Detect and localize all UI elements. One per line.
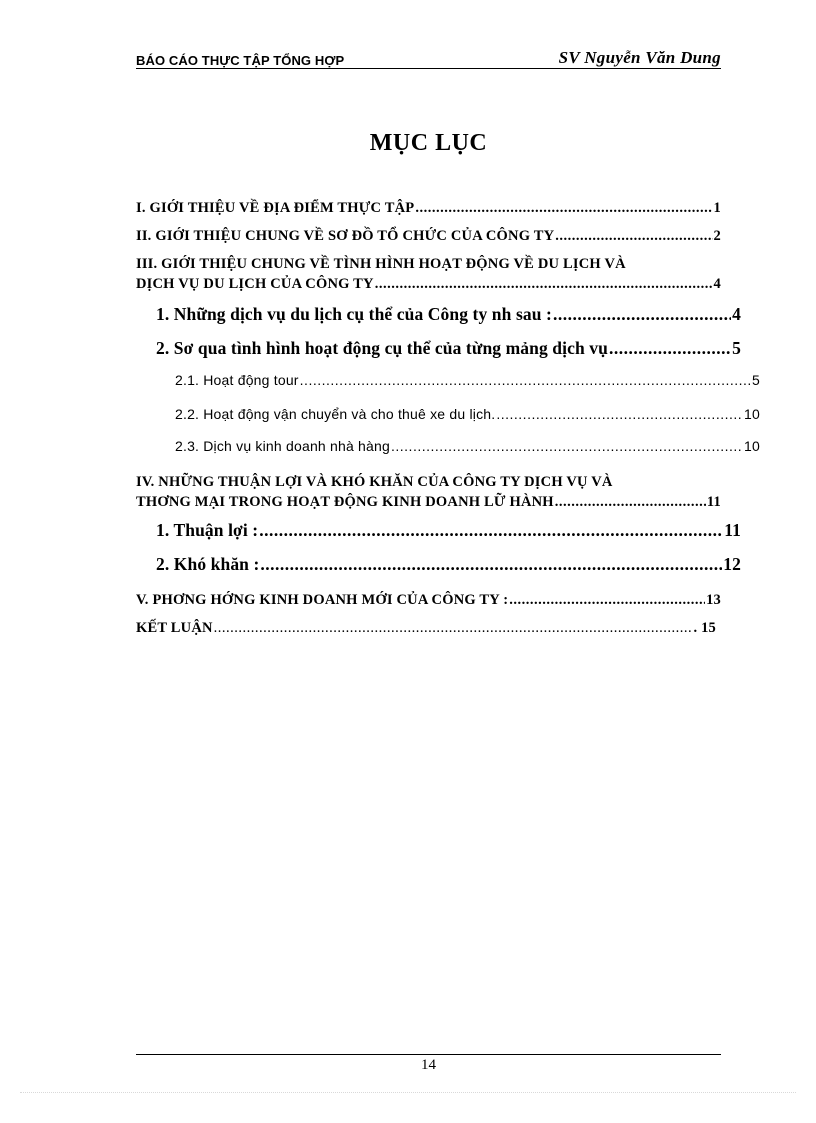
toc-entry-page: 10 — [744, 406, 760, 422]
toc-entry-page: 2 — [713, 228, 721, 244]
toc-entry-3-2-2[interactable] — [136, 406, 760, 422]
toc-entry-page: 12 — [723, 554, 741, 574]
toc-entry-text: DỊCH VỤ DU LỊCH CỦA CÔNG TY — [136, 276, 374, 292]
toc-entry-page: . 15 — [693, 620, 716, 636]
toc-entry-3-2-3[interactable] — [136, 438, 760, 454]
leader-dots — [300, 372, 751, 388]
toc-entry-text: V. PHƠNG HỚNG KINH DOANH MỚI CỦA CÔNG TY : — [136, 592, 509, 608]
toc-title: MỤC LỤC — [369, 130, 488, 156]
toc-entry-section-3[interactable] — [136, 254, 721, 294]
leader-dots — [214, 620, 693, 637]
leader-dots — [375, 274, 713, 294]
toc-entry-page: 11 — [724, 520, 741, 540]
toc-entry-page: 5 — [732, 338, 741, 358]
toc-entry-page: 5 — [752, 372, 760, 388]
toc-entry-text: 2.2. Hoạt động vận chuyển và cho thuê xe du lịch. — [175, 406, 496, 422]
toc-entry-page: 4 — [713, 276, 721, 292]
toc-entry-text: THƠNG MẠI TRONG HOẠT ĐỘNG KINH DOANH LỮ HÀNH — [136, 494, 554, 510]
leader-dots — [509, 592, 705, 609]
toc-entry-page: 1 — [713, 200, 721, 216]
leader-dots — [609, 338, 731, 359]
leader-dots — [259, 520, 723, 541]
toc-entry-section-2[interactable] — [136, 228, 721, 245]
toc-entry-text: 2.3. Dịch vụ kinh doanh nhà hàng — [175, 438, 390, 454]
leader-dots — [555, 492, 706, 512]
toc-entry-conclusion[interactable] — [136, 620, 716, 637]
leader-dots — [555, 228, 712, 245]
toc-entry-3-2-1[interactable] — [136, 372, 760, 388]
leader-dots — [496, 406, 743, 422]
leader-dots — [415, 200, 712, 217]
toc-entry-page: 11 — [706, 494, 721, 510]
page-number: 14 — [421, 1057, 436, 1073]
toc-entry-text-line1: III. GIỚI THIỆU CHUNG VỀ TÌNH HÌNH HOẠT ĐỘNG VỀ DU LỊCH VÀ — [136, 256, 626, 272]
toc-entry-text: 2. Sơ qua tình hình hoạt động cụ thể của từng mảng dịch vụ — [156, 338, 608, 358]
toc-entry-4-2[interactable] — [136, 554, 741, 575]
toc-entry-section-4[interactable] — [136, 472, 721, 512]
toc-entry-3-1[interactable] — [136, 304, 741, 325]
toc-entry-4-1[interactable] — [136, 520, 741, 541]
author-name: SV Nguyễn Văn Dung — [558, 48, 721, 67]
toc-entry-text: 2. Khó khăn : — [156, 554, 260, 574]
page-header — [136, 48, 721, 69]
toc-entry-text: KẾT LUẬN — [136, 620, 213, 636]
toc-entry-text: 2.1. Hoạt động tour — [175, 372, 299, 388]
toc-entry-page: 4 — [732, 304, 741, 324]
toc-entry-text: 1. Những dịch vụ du lịch cụ thể của Công ty nh sau : — [156, 304, 552, 324]
report-title: BÁO CÁO THỰC TẬP TỔNG HỢP — [136, 53, 345, 68]
leader-dots — [391, 438, 743, 454]
page-break-rule — [20, 1092, 796, 1093]
toc-entry-3-2[interactable] — [136, 338, 741, 359]
leader-dots — [260, 554, 722, 575]
toc-entry-text: II. GIỚI THIỆU CHUNG VỀ SƠ ĐỒ TỔ CHỨC CỦA CÔNG TY — [136, 228, 555, 244]
toc-entry-page: 10 — [744, 438, 760, 454]
toc-entry-page: 13 — [706, 592, 721, 608]
toc-entry-section-1[interactable] — [136, 200, 721, 217]
toc-entry-text: I. GIỚI THIỆU VỀ ĐỊA ĐIỂM THỰC TẬP — [136, 200, 415, 216]
footer-divider — [136, 1054, 721, 1055]
toc-entry-text: 1. Thuận lợi : — [156, 520, 259, 540]
toc-entry-section-5[interactable] — [136, 592, 721, 609]
leader-dots — [553, 304, 731, 325]
toc-entry-text-line1: IV. NHỮNG THUẬN LỢI VÀ KHÓ KHĂN CỦA CÔNG TY DỊCH VỤ VÀ — [136, 474, 613, 490]
